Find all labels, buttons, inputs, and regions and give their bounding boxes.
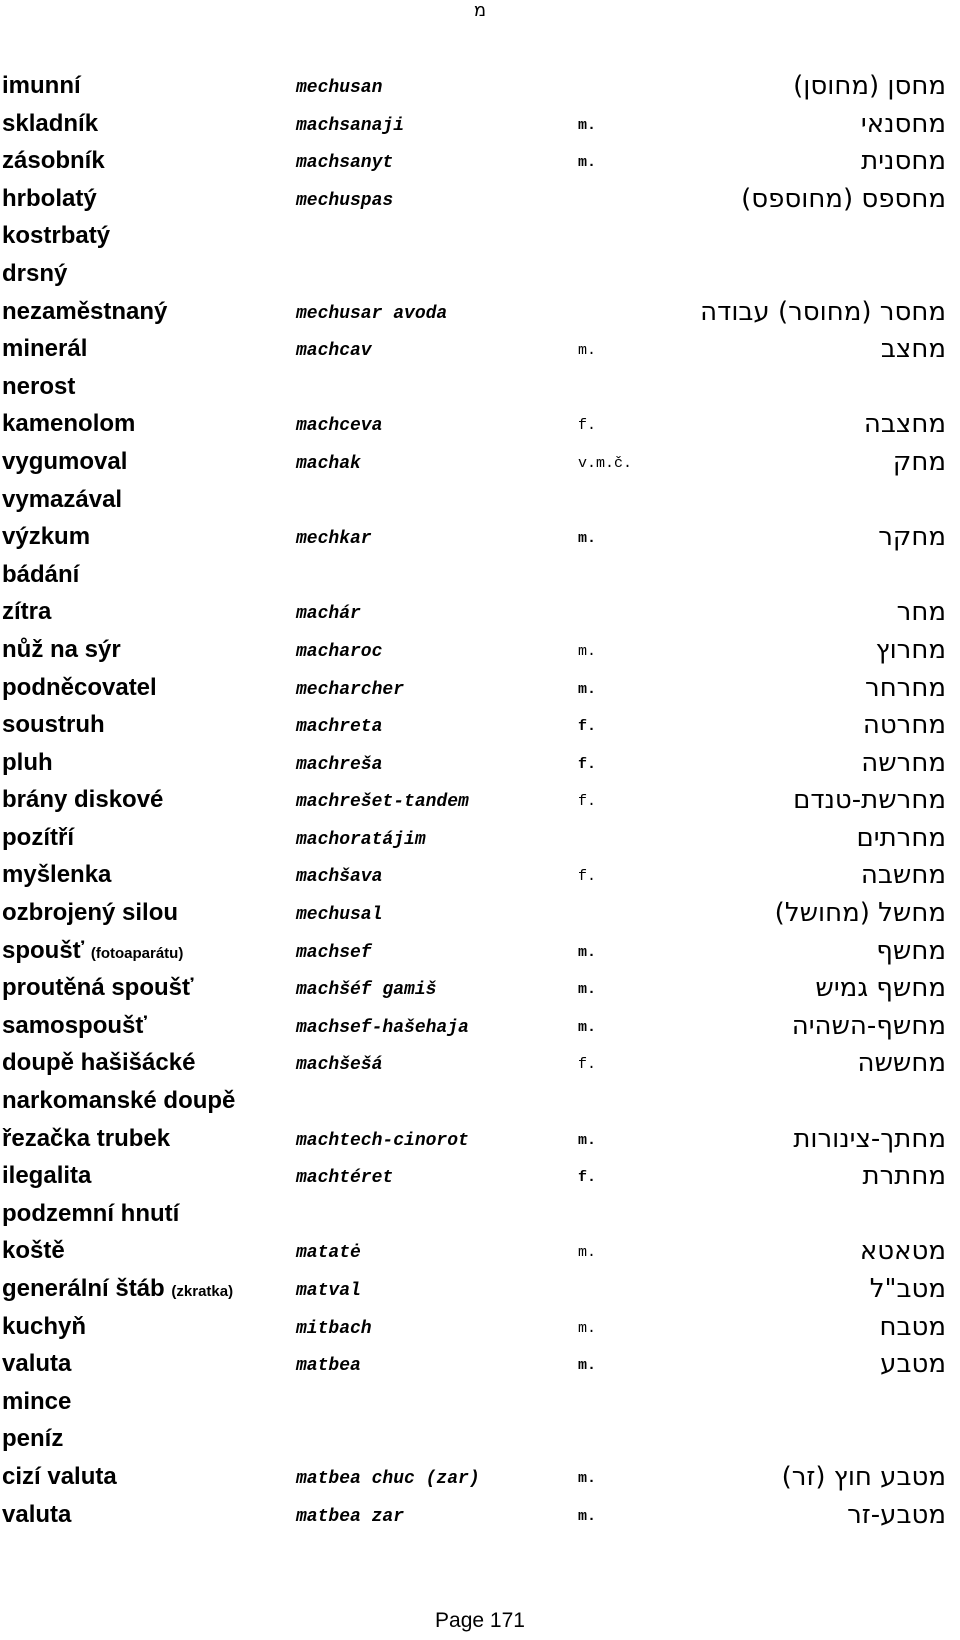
dictionary-row bbox=[0, 370, 960, 408]
grammar-tag: m. bbox=[578, 1244, 597, 1262]
grammar-tag: m. bbox=[578, 1018, 597, 1036]
hebrew-term: מחששה bbox=[857, 1048, 946, 1079]
czech-term-text: generální štáb bbox=[2, 1275, 165, 1302]
transliteration: matval bbox=[296, 1281, 361, 1301]
czech-term-text: myšlenka bbox=[2, 861, 112, 889]
czech-term-text: zásobník bbox=[2, 147, 105, 175]
transliteration: machšava bbox=[296, 867, 383, 888]
hebrew-term: מחסר (מחוסר) עבודה bbox=[700, 296, 946, 327]
czech-term bbox=[2, 1161, 91, 1191]
czech-term-text: pozítří bbox=[2, 823, 74, 851]
grammar-tag: m. bbox=[578, 1469, 597, 1487]
czech-term bbox=[2, 1349, 71, 1379]
czech-term bbox=[2, 673, 157, 703]
dictionary-row bbox=[0, 1422, 960, 1460]
hebrew-term: מחסנאי bbox=[860, 108, 946, 139]
grammar-tag: f. bbox=[578, 417, 597, 435]
grammar-tag: f. bbox=[578, 718, 597, 736]
czech-term-text: doupě hašišácké bbox=[2, 1049, 196, 1077]
czech-term bbox=[2, 522, 90, 552]
hebrew-term: מחק bbox=[892, 446, 946, 477]
czech-term-text: kamenolom bbox=[2, 410, 136, 438]
dictionary-row bbox=[0, 1347, 960, 1385]
hebrew-term: מחרשה bbox=[861, 747, 946, 778]
czech-term bbox=[2, 635, 121, 665]
hebrew-term: מחשף-השהיה bbox=[791, 1010, 946, 1041]
hebrew-term: מטבע חוץ (זר) bbox=[781, 1461, 946, 1492]
grammar-tag: f. bbox=[578, 868, 597, 886]
czech-term bbox=[2, 146, 105, 176]
czech-term-text: nerost bbox=[2, 372, 76, 400]
grammar-tag: f. bbox=[578, 755, 597, 773]
hebrew-term: מחרשת-טנדם bbox=[793, 785, 946, 816]
czech-term-note: (fotoaparátu) bbox=[90, 944, 184, 962]
transliteration: machreta bbox=[296, 717, 383, 738]
dictionary-row bbox=[0, 445, 960, 483]
transliteration: matbea bbox=[296, 1356, 361, 1377]
czech-term bbox=[2, 297, 167, 327]
grammar-tag: m. bbox=[578, 1357, 597, 1375]
hebrew-term: מטבח bbox=[879, 1311, 946, 1342]
transliteration: machár bbox=[296, 604, 361, 625]
transliteration: mecharcher bbox=[296, 679, 405, 700]
czech-term-text: minerál bbox=[2, 335, 88, 363]
dictionary-row bbox=[0, 633, 960, 671]
hebrew-term: מטבע-זר bbox=[847, 1499, 946, 1530]
dictionary-row bbox=[0, 821, 960, 859]
hebrew-term: מחצבה bbox=[863, 409, 946, 440]
dictionary-row bbox=[0, 1046, 960, 1084]
grammar-tag: m. bbox=[578, 342, 597, 360]
czech-term bbox=[2, 1387, 71, 1417]
czech-term bbox=[2, 860, 111, 890]
dictionary-row bbox=[0, 595, 960, 633]
dictionary-row bbox=[0, 69, 960, 107]
czech-term-text: výzkum bbox=[2, 523, 91, 551]
grammar-tag: f. bbox=[578, 1169, 597, 1187]
dictionary-row bbox=[0, 1310, 960, 1348]
transliteration: machtech-cinorot bbox=[296, 1130, 469, 1151]
transliteration: mitbach bbox=[296, 1318, 372, 1339]
grammar-tag: m. bbox=[578, 1507, 597, 1525]
transliteration: mechkar bbox=[296, 529, 372, 550]
czech-term bbox=[2, 184, 97, 214]
czech-term bbox=[2, 1500, 71, 1530]
dictionary-row bbox=[0, 1385, 960, 1423]
dictionary-row bbox=[0, 107, 960, 145]
hebrew-term: מחשל (מחושל) bbox=[774, 898, 946, 929]
czech-term bbox=[2, 1199, 179, 1229]
czech-term-text: podzemní hnutí bbox=[2, 1199, 180, 1227]
czech-term-text: nůž na sýr bbox=[2, 635, 121, 663]
hebrew-term: מטאטא bbox=[859, 1236, 946, 1267]
hebrew-term: מחסנית bbox=[861, 146, 946, 177]
czech-term-text: pluh bbox=[2, 748, 53, 776]
czech-term-text: peníz bbox=[2, 1425, 64, 1453]
transliteration: machsef-hašehaja bbox=[296, 1017, 469, 1038]
dictionary-row bbox=[0, 858, 960, 896]
transliteration: machsef bbox=[296, 942, 372, 963]
czech-term bbox=[2, 71, 81, 101]
czech-term bbox=[2, 1086, 235, 1116]
grammar-tag: v.m.č. bbox=[578, 454, 633, 472]
dictionary-row bbox=[0, 520, 960, 558]
czech-term bbox=[2, 259, 67, 289]
czech-term bbox=[2, 1124, 170, 1154]
czech-term-text: valuta bbox=[2, 1500, 72, 1528]
czech-term-text: hrbolatý bbox=[2, 184, 97, 212]
section-letter: מ bbox=[473, 0, 487, 21]
transliteration: machreša bbox=[296, 754, 383, 775]
dictionary-row bbox=[0, 1197, 960, 1235]
czech-term-text: podněcovatel bbox=[2, 673, 157, 701]
dictionary-row bbox=[0, 332, 960, 370]
transliteration: machšéf gamiš bbox=[296, 980, 437, 1001]
grammar-tag: f. bbox=[578, 793, 597, 811]
czech-term-text: mince bbox=[2, 1387, 72, 1415]
czech-term bbox=[2, 973, 194, 1003]
dictionary-row bbox=[0, 671, 960, 709]
czech-term bbox=[2, 1274, 233, 1307]
dictionary-row bbox=[0, 295, 960, 333]
grammar-tag: m. bbox=[578, 680, 597, 698]
czech-term-text: spoušť bbox=[2, 936, 85, 964]
hebrew-term: מחקר bbox=[878, 522, 946, 553]
grammar-tag: m. bbox=[578, 981, 597, 999]
czech-term-text: skladník bbox=[2, 109, 99, 137]
hebrew-term: מחרתים bbox=[856, 822, 946, 853]
dictionary-entries bbox=[0, 69, 960, 1535]
czech-term bbox=[2, 1424, 63, 1454]
czech-term bbox=[2, 1011, 147, 1041]
czech-term-text: bádání bbox=[2, 560, 80, 588]
czech-term-text: drsný bbox=[2, 259, 68, 287]
transliteration: machoratájim bbox=[296, 829, 426, 850]
grammar-tag: m. bbox=[578, 642, 597, 660]
czech-term bbox=[2, 898, 178, 928]
dictionary-row bbox=[0, 1272, 960, 1310]
dictionary-row bbox=[0, 934, 960, 972]
czech-term bbox=[2, 372, 75, 402]
dictionary-row bbox=[0, 971, 960, 1009]
hebrew-term: מטבע bbox=[880, 1349, 946, 1380]
czech-term-note: (zkratka) bbox=[171, 1283, 234, 1300]
hebrew-term: מחצב bbox=[880, 334, 946, 365]
dictionary-row bbox=[0, 483, 960, 521]
czech-term-text: kuchyň bbox=[2, 1312, 87, 1340]
dictionary-row bbox=[0, 1159, 960, 1197]
dictionary-row bbox=[0, 896, 960, 934]
transliteration: machrešet-tandem bbox=[296, 792, 469, 813]
grammar-tag: m. bbox=[578, 943, 597, 961]
czech-term bbox=[2, 221, 110, 251]
dictionary-row bbox=[0, 1234, 960, 1272]
dictionary-row bbox=[0, 182, 960, 220]
page-number: Page 171 bbox=[435, 1609, 525, 1632]
dictionary-row bbox=[0, 144, 960, 182]
dictionary-row bbox=[0, 558, 960, 596]
czech-term bbox=[2, 597, 51, 627]
czech-term-text: zítra bbox=[2, 598, 52, 626]
transliteration: mechusal bbox=[296, 905, 383, 926]
czech-term bbox=[2, 748, 53, 778]
grammar-tag: m. bbox=[578, 1319, 597, 1337]
grammar-tag: m. bbox=[578, 1131, 597, 1149]
czech-term bbox=[2, 785, 163, 815]
czech-term-text: ozbrojený silou bbox=[2, 899, 179, 927]
dictionary-row bbox=[0, 746, 960, 784]
czech-term bbox=[2, 485, 122, 515]
transliteration: matatė bbox=[296, 1243, 361, 1264]
hebrew-term: מחשף bbox=[876, 935, 946, 966]
czech-term-text: brány diskové bbox=[2, 786, 164, 814]
czech-term-text: narkomanské doupě bbox=[2, 1087, 236, 1115]
czech-term-text: koště bbox=[2, 1237, 65, 1265]
czech-term bbox=[2, 1236, 65, 1266]
czech-term-text: kostrbatý bbox=[2, 222, 111, 250]
czech-term bbox=[2, 1048, 195, 1078]
dictionary-row bbox=[0, 1009, 960, 1047]
dictionary-row bbox=[0, 1122, 960, 1160]
czech-term bbox=[2, 560, 79, 590]
transliteration: matbea zar bbox=[296, 1506, 405, 1527]
dictionary-row bbox=[0, 783, 960, 821]
transliteration: mechuspas bbox=[296, 190, 394, 211]
dictionary-row bbox=[0, 1084, 960, 1122]
czech-term bbox=[2, 936, 183, 969]
dictionary-row bbox=[0, 407, 960, 445]
hebrew-term: מחשף גמיש bbox=[815, 973, 946, 1004]
hebrew-term: מחר bbox=[896, 597, 946, 628]
dictionary-row bbox=[0, 219, 960, 257]
czech-term-text: vygumoval bbox=[2, 447, 128, 475]
czech-term bbox=[2, 710, 105, 740]
czech-term bbox=[2, 823, 74, 853]
transliteration: machcav bbox=[296, 341, 372, 362]
czech-term-text: vymazával bbox=[2, 485, 123, 513]
hebrew-term: מחספס (מחוספס) bbox=[741, 183, 946, 214]
czech-term bbox=[2, 1462, 117, 1492]
transliteration: mechusan bbox=[296, 78, 383, 98]
hebrew-term: מחתך-צינורות bbox=[793, 1123, 946, 1154]
transliteration: mechusar avoda bbox=[296, 303, 448, 324]
czech-term-text: samospoušť bbox=[2, 1011, 147, 1039]
grammar-tag: m. bbox=[578, 116, 597, 134]
hebrew-term: מטב"ל bbox=[869, 1274, 946, 1304]
dictionary-row bbox=[0, 257, 960, 295]
dictionary-row bbox=[0, 1498, 960, 1536]
dictionary-row bbox=[0, 1460, 960, 1498]
czech-term bbox=[2, 1312, 86, 1342]
transliteration: machšešá bbox=[296, 1055, 383, 1076]
transliteration: machtéret bbox=[296, 1168, 394, 1189]
czech-term-text: ilegalita bbox=[2, 1162, 92, 1190]
hebrew-term: מחשבה bbox=[860, 860, 946, 891]
hebrew-term: מחסן (מחוסן) bbox=[793, 71, 946, 101]
transliteration: macharoc bbox=[296, 641, 383, 662]
czech-term-text: nezaměstnaný bbox=[2, 297, 168, 325]
dictionary-row bbox=[0, 708, 960, 746]
transliteration: machsanyt bbox=[296, 153, 394, 174]
czech-term-text: řezačka trubek bbox=[2, 1124, 171, 1152]
hebrew-term: מחרחר bbox=[865, 672, 946, 703]
czech-term-text: valuta bbox=[2, 1350, 72, 1378]
grammar-tag: m. bbox=[578, 154, 597, 172]
czech-term bbox=[2, 447, 127, 477]
czech-term-text: cizí valuta bbox=[2, 1462, 117, 1490]
czech-term bbox=[2, 109, 98, 139]
czech-term bbox=[2, 409, 135, 439]
transliteration: machceva bbox=[296, 416, 383, 437]
transliteration: matbea chuc (zar) bbox=[296, 1468, 480, 1489]
transliteration: machak bbox=[296, 453, 361, 474]
hebrew-term: מחרטה bbox=[862, 710, 946, 741]
hebrew-term: מחתרת bbox=[862, 1161, 946, 1192]
czech-term-text: imunní bbox=[2, 72, 81, 99]
transliteration: machsanaji bbox=[296, 115, 405, 136]
grammar-tag: m. bbox=[578, 530, 597, 548]
czech-term-text: proutěná spoušť bbox=[2, 974, 194, 1002]
hebrew-term: מחרוץ bbox=[875, 634, 946, 665]
grammar-tag: f. bbox=[578, 1056, 597, 1074]
czech-term-text: soustruh bbox=[2, 711, 105, 739]
czech-term bbox=[2, 334, 87, 364]
